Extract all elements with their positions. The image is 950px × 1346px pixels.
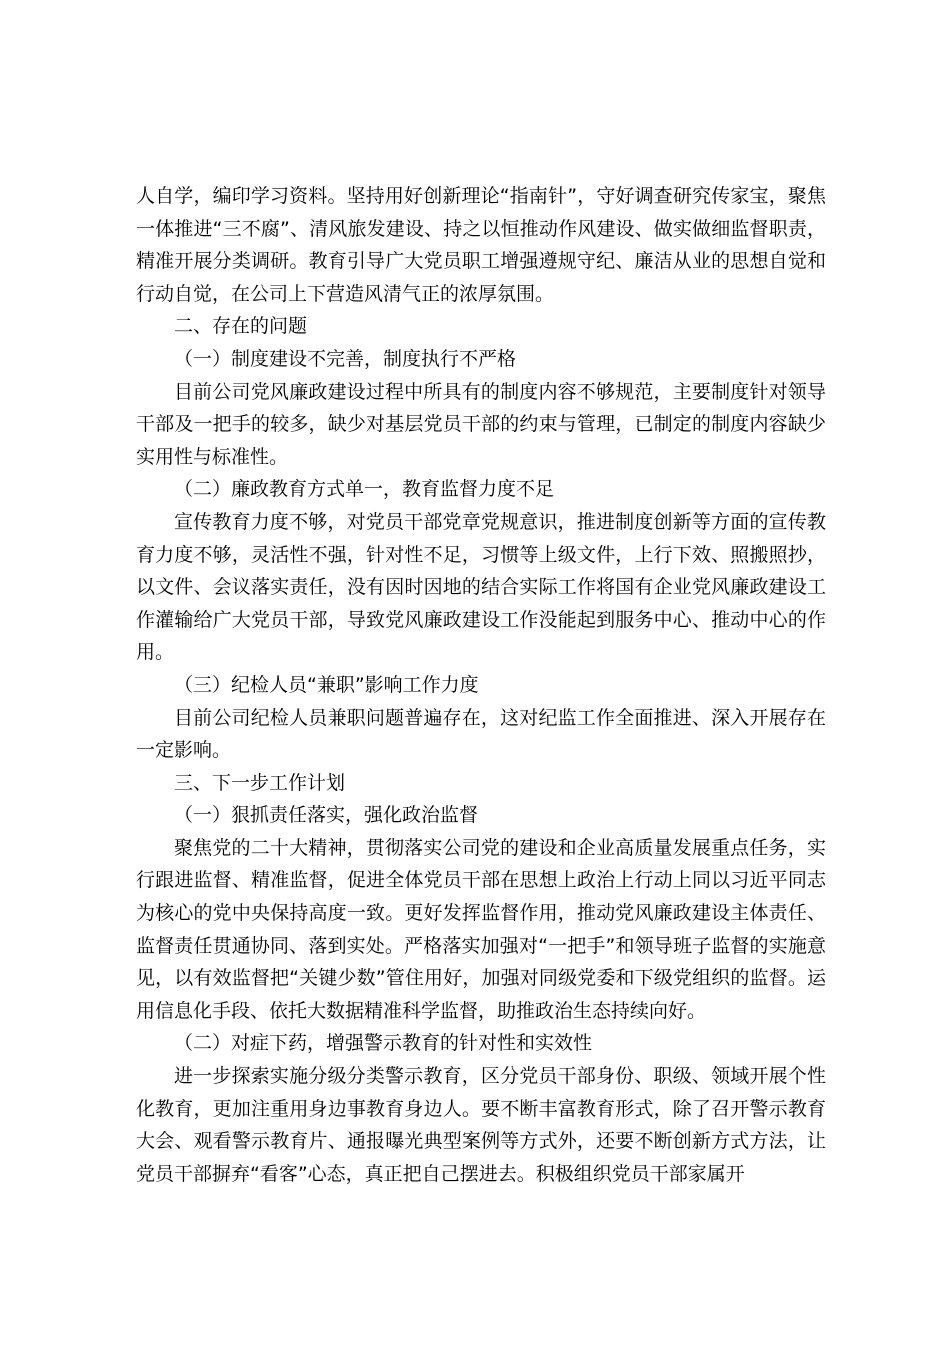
subheading-education-methods: （二）廉政教育方式单一，教育监督力度不足 [174,478,555,501]
paragraph-warning-education: 进一步探索实施分级分类警示教育，区分党员干部身份、职级、领域开展个性化教育，更加注重用身边事教育身边人。要不断丰富教育形式，除了召开警示教育大会、观看警示教育片、通报曝光典型案例等方式外，还要不断创新方式方法，让党员干部摒弃“看客”心态，真正把自己摆进去。积极组织党员干部家属开 [136,1065,826,1185]
paragraph-part-time-inspectors: 目前公司纪检人员兼职问题普遍存在，这对纪监工作全面推进、深入开展存在一定影响。 [136,706,826,762]
document-body [136,180,826,1190]
paragraph-system-construction: 目前公司党风廉政建设过程中所具有的制度内容不够规范，主要制度针对领导干部及一把手的较多，缺少对基层党员干部的约束与管理，已制定的制度内容缺少实用性与标准性。 [136,380,826,468]
heading-next-steps: 三、下一步工作计划 [174,771,346,794]
paragraph-education-methods: 宣传教育力度不够，对党员干部党章党规意识，推进制度创新等方面的宣传教育力度不够，灵活性不强，针对性不足，习惯等上级文件，上行下效、照搬照抄，以文件、会议落实责任，没有因时因地的结合实际工作将国有企业党风廉政建设工作灌输给广大党员干部，导致党风廉政建设工作没能起到服务中心、推动中心的作用。 [136,510,826,664]
subheading-system-construction: （一）制度建设不完善，制度执行不严格 [174,347,517,370]
subheading-part-time-inspectors: （三）纪检人员“兼职”影响工作力度 [174,673,479,696]
paragraph-responsibility: 聚焦党的二十大精神，贯彻落实公司党的建设和企业高质量发展重点任务，实行跟进监督、精准监督，促进全体党员干部在思想上政治上行动上同以习近平同志为核心的党中央保持高度一致。更好发挥监督作用，推动党风廉政建设主体责任、监督责任贯通协同、落到实处。严格落实加强对“一把手”和领导班子监督的实施意见，以有效监督把“关键少数”管住用好，加强对同级党委和下级党组织的监督。运用信息化手段、依托大数据精准科学监督，助推政治生态持续向好。 [136,836,826,1022]
subheading-responsibility: （一）狠抓责任落实，强化政治监督 [174,804,479,827]
paragraph-study-summary: 人自学，编印学习资料。坚持用好创新理论“指南针”，守好调查研究传家宝，聚焦一体推进“三不腐”、清风旅发建设、持之以恒推动作风建设、做实做细监督职责，精准开展分类调研。教育引导广大党员职工增强遵规守纪、廉洁从业的思想自觉和行动自觉，在公司上下营造风清气正的浓厚氛围。 [136,185,826,305]
subheading-warning-education: （二）对症下药，增强警示教育的针对性和实效性 [174,1032,593,1055]
heading-existing-problems: 二、存在的问题 [174,315,308,338]
